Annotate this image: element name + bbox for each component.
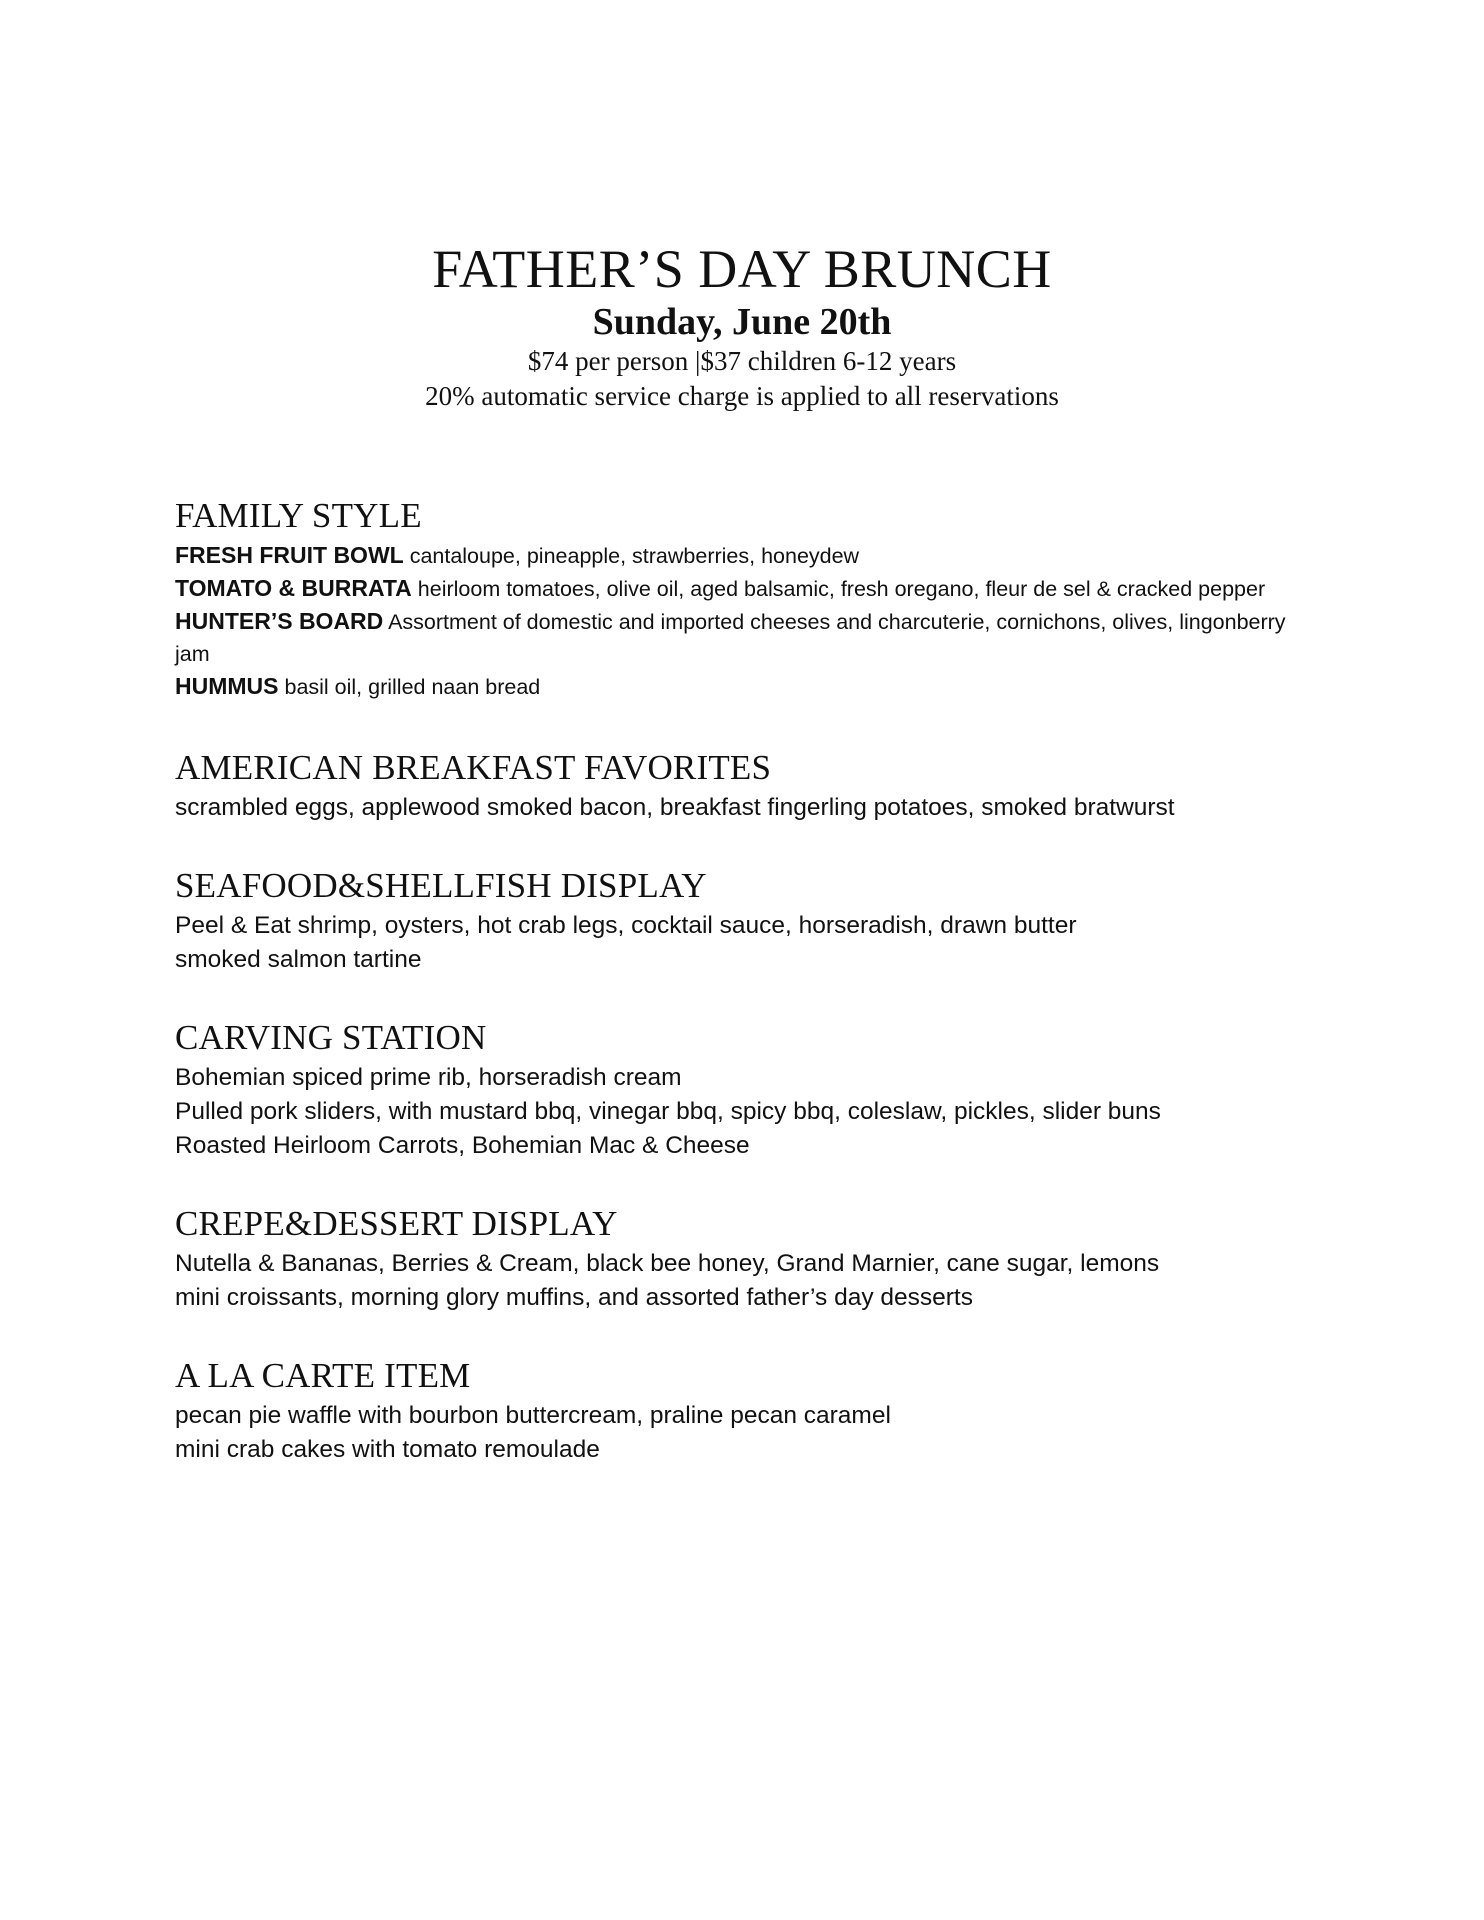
menu-line: pecan pie waffle with bourbon buttercream, praline pecan caramel bbox=[175, 1402, 891, 1429]
menu-item-description: heirloom tomatoes, olive oil, aged balsamic, fresh oregano, fleur de sel & cracked pepper bbox=[417, 577, 1266, 601]
menu-line: Roasted Heirloom Carrots, Bohemian Mac & Cheese bbox=[175, 1132, 750, 1159]
menu-line: scrambled eggs, applewood smoked bacon, breakfast fingerling potatoes, smoked bratwurst bbox=[175, 794, 1175, 821]
menu-line: Pulled pork sliders, with mustard bbq, vinegar bbq, spicy bbq, coleslaw, pickles, slider buns bbox=[175, 1098, 1161, 1125]
section-title: CARVING STATION bbox=[175, 1018, 487, 1057]
menu-item bbox=[175, 572, 1315, 605]
menu-line: mini croissants, morning glory muffins, and assorted father’s day desserts bbox=[175, 1284, 973, 1311]
menu-item bbox=[175, 670, 1315, 703]
section-seafood bbox=[175, 865, 1315, 977]
section-title: AMERICAN BREAKFAST FAVORITES bbox=[175, 748, 772, 787]
menu-item-description: cantaloupe, pineapple, strawberries, honeydew bbox=[409, 544, 860, 568]
menu-item-description: basil oil, grilled naan bread bbox=[284, 675, 541, 699]
menu-item bbox=[175, 605, 1315, 670]
menu-line: Nutella & Bananas, Berries & Cream, black bee honey, Grand Marnier, cane sugar, lemons bbox=[175, 1250, 1160, 1277]
menu-body bbox=[175, 495, 1315, 1507]
section-american-breakfast bbox=[175, 747, 1315, 825]
section-title: FAMILY STYLE bbox=[175, 496, 422, 535]
page-title: FATHER’S DAY BRUNCH bbox=[432, 239, 1052, 299]
menu-item-name: FRESH FRUIT BOWL bbox=[175, 542, 404, 568]
section-crepe-dessert bbox=[175, 1203, 1315, 1315]
menu-item-name: TOMATO & BURRATA bbox=[175, 575, 412, 601]
section-title: A LA CARTE ITEM bbox=[175, 1356, 471, 1395]
menu-line: smoked salmon tartine bbox=[175, 946, 422, 973]
menu-item bbox=[175, 539, 1315, 572]
section-carving bbox=[175, 1017, 1315, 1163]
section-title: SEAFOOD&SHELLFISH DISPLAY bbox=[175, 866, 707, 905]
service-charge-note: 20% automatic service charge is applied to all reservations bbox=[425, 381, 1059, 411]
menu-item-description: Assortment of domestic and imported cheeses and charcuterie, cornichons, olives, lingonberry jam bbox=[175, 610, 1286, 666]
menu-item-name: HUMMUS bbox=[175, 673, 279, 699]
pricing-info: $74 per person |$37 children 6-12 years bbox=[527, 346, 957, 376]
section-a-la-carte bbox=[175, 1355, 1315, 1467]
event-date: Sunday, June 20th bbox=[592, 301, 892, 343]
menu-line: Bohemian spiced prime rib, horseradish cream bbox=[175, 1064, 682, 1091]
section-family-style bbox=[175, 495, 1315, 703]
menu-header bbox=[0, 238, 1484, 414]
section-title: CREPE&DESSERT DISPLAY bbox=[175, 1204, 618, 1243]
menu-item-name: HUNTER’S BOARD bbox=[175, 608, 384, 634]
menu-line: mini crab cakes with tomato remoulade bbox=[175, 1436, 600, 1463]
menu-line: Peel & Eat shrimp, oysters, hot crab legs, cocktail sauce, horseradish, drawn butter bbox=[175, 912, 1077, 939]
